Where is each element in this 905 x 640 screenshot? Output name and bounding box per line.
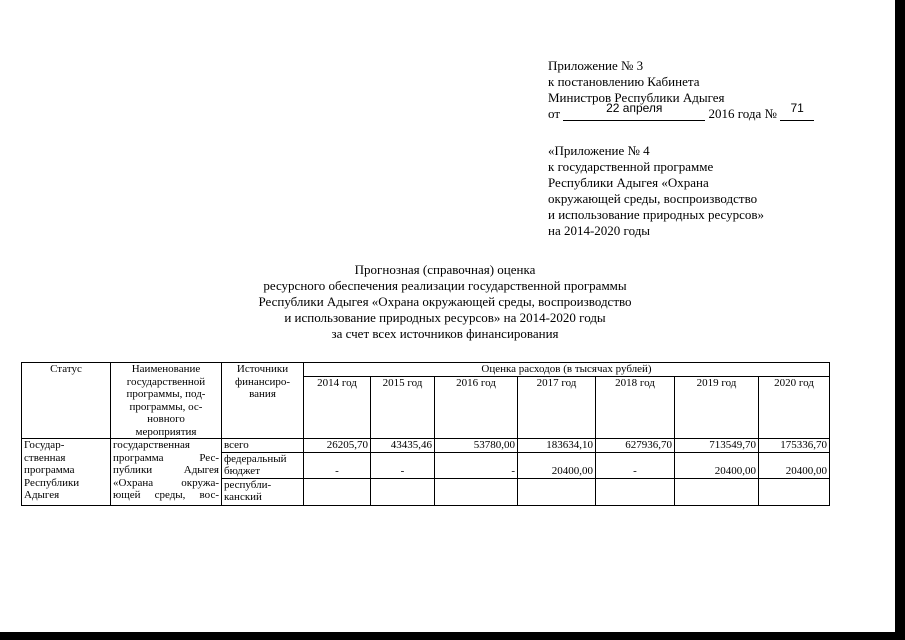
header-name-line: программы, под- — [126, 388, 206, 400]
year-header: 2020 год — [759, 377, 830, 439]
header-name-line: программы, ос- — [129, 400, 203, 413]
value-cell: 627936,70 — [596, 439, 675, 453]
date-year: 2016 года № — [708, 106, 777, 121]
appendix-line: Министров Республики Адыгея — [548, 90, 725, 105]
title-line: ресурсного обеспечения реализации государственной программы — [263, 278, 627, 293]
date-handwritten: 22 апреля — [606, 101, 663, 115]
year-header: 2019 год — [675, 377, 759, 439]
header-name-line: государственной — [126, 375, 206, 388]
program-name-cell — [111, 439, 222, 506]
header-source-line: финансиро- — [234, 375, 291, 388]
value-cell: 20400,00 — [675, 452, 759, 478]
header-source — [222, 363, 304, 439]
status-line: Государ- — [24, 439, 65, 451]
value-cell — [304, 478, 371, 505]
value-cell: 183634,10 — [518, 439, 596, 453]
status-cell — [22, 439, 111, 506]
value-cell: 20400,00 — [518, 452, 596, 478]
program-name-line: публики Адыгея — [113, 464, 219, 476]
value-cell — [518, 478, 596, 505]
appendix-inner-line: и использование природных ресурсов» — [548, 207, 765, 222]
appendix-line: к постановлению Кабинета — [548, 74, 700, 89]
header-name-line: новного — [147, 413, 185, 425]
value-cell: 53780,00 — [435, 439, 518, 453]
value-cell: - — [304, 452, 371, 478]
year-header: 2017 год — [518, 377, 596, 439]
header-name-line: мероприятия — [135, 425, 197, 438]
source-cell: республи- канский — [222, 478, 304, 505]
value-cell: 20400,00 — [759, 452, 830, 478]
title-line: Республики Адыгея «Охрана окружающей среды, воспроизводство — [258, 294, 632, 309]
value-cell — [759, 478, 830, 505]
source-cell: федеральный бюджет — [222, 452, 304, 478]
value-cell — [675, 478, 759, 505]
table-row — [22, 439, 830, 453]
appendix-inner — [548, 143, 764, 239]
appendix-line: Приложение № 3 — [548, 58, 644, 73]
year-header: 2014 год — [304, 377, 371, 439]
year-header: 2015 год — [371, 377, 435, 439]
date-prefix: от — [548, 106, 561, 121]
value-cell: 43435,46 — [371, 439, 435, 453]
scan-edge-bottom — [0, 632, 905, 640]
header-source-line: Источники — [236, 363, 289, 375]
header-source-line: вания — [249, 388, 276, 400]
status-line: ственная — [24, 451, 66, 464]
value-cell: - — [371, 452, 435, 478]
title-line: Прогнозная (справочная) оценка — [354, 262, 536, 277]
appendix-inner-line: на 2014-2020 годы — [548, 223, 651, 238]
status-line: Республики — [24, 476, 80, 489]
appendix-date-line — [548, 101, 814, 122]
appendix-inner-line: «Приложение № 4 — [548, 143, 650, 158]
table-header-row — [22, 363, 830, 377]
value-cell: 26205,70 — [304, 439, 371, 453]
value-cell — [435, 478, 518, 505]
status-line: программа — [24, 464, 75, 476]
value-cell: 713549,70 — [675, 439, 759, 453]
appendix-inner-line: к государственной программе — [548, 159, 714, 174]
number-field — [780, 101, 814, 121]
value-cell: - — [435, 452, 518, 478]
date-field — [563, 101, 705, 121]
header-status: Статус — [22, 363, 111, 439]
program-name-line: ющей среды, вос- — [113, 489, 219, 501]
status-line: Адыгея — [24, 489, 60, 501]
scan-edge-right — [895, 0, 905, 640]
appendix-inner-line: Республики Адыгея «Охрана — [548, 175, 709, 190]
number-handwritten: 71 — [790, 101, 804, 115]
value-cell: 175336,70 — [759, 439, 830, 453]
value-cell: - — [596, 452, 675, 478]
appendix-header — [548, 58, 814, 122]
program-name-line: «Охрана окружа- — [113, 476, 219, 489]
title-line: за счет всех источников финансирования — [331, 326, 559, 341]
title-line: и использование природных ресурсов» на 2014-2020 годы — [284, 310, 606, 325]
source-cell: всего — [222, 439, 304, 453]
appendix-inner-line: окружающей среды, воспроизводство — [548, 191, 758, 206]
document-title — [180, 262, 710, 342]
year-header: 2016 год — [435, 377, 518, 439]
value-cell — [371, 478, 435, 505]
header-name-line: Наименование — [131, 363, 201, 375]
funding-table — [21, 362, 830, 506]
program-name-line: программа Рес- — [113, 451, 219, 464]
value-cell — [596, 478, 675, 505]
header-name — [111, 363, 222, 439]
header-estimate: Оценка расходов (в тысячах рублей) — [304, 363, 830, 377]
program-name-line: государственная — [113, 439, 190, 451]
year-header: 2018 год — [596, 377, 675, 439]
